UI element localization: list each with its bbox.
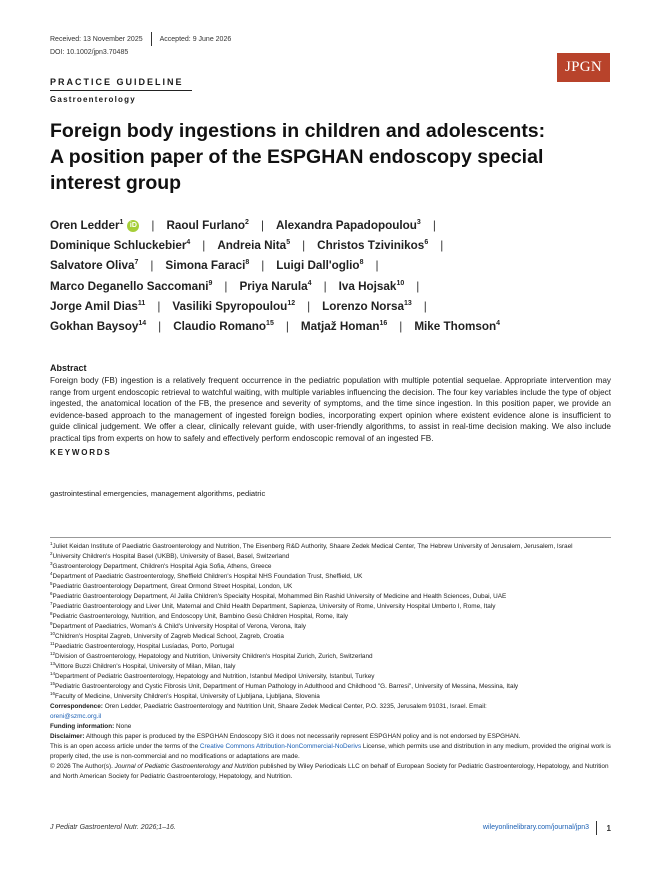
title-line: Foreign body ingestions in children and adolescents:: [50, 120, 546, 142]
orcid-icon[interactable]: iD: [127, 220, 139, 232]
separator: |: [157, 299, 161, 313]
author-line: [50, 297, 630, 317]
affiliation: $^3$Gastroenterology Department, Children's Hospital Agia Sofia, Athens, Greece: [50, 560, 272, 570]
separator: |: [151, 219, 155, 232]
affiliation: $^{15}$Pediatric Gastroenterology and Cystic Fibrosis Unit, Department of Human Pathology in Adulthood and Childhood "G. Barresi", University of Messina, Messina, Italy: [50, 680, 519, 690]
author[interactable]: Vasiliki Spyropoulou$^{12}$: [172, 299, 296, 313]
affiliation: $^8$Pediatric Gastroenterology, Nutrition, and Endoscopy Unit, Bambino Gesù Children Hospital, Rome, Italy: [50, 610, 348, 620]
affiliation: $^4$Department of Paediatric Gastroenterology, Sheffield Children's Hospital NHS Foundation Trust, Sheffield, UK: [50, 570, 363, 580]
author[interactable]: Simona Faraci$^8$: [165, 259, 250, 273]
separator: |: [158, 320, 162, 334]
page-number: 1: [606, 824, 611, 833]
separator: |: [261, 259, 265, 273]
author-line: [50, 256, 630, 276]
author[interactable]: Dominique Schluckebier$^4$: [50, 239, 191, 253]
copyright: © 2026 The Author(s). Journal of Pediatric Gastroenterology and Nutrition published by Wiley Periodicals LLC on behalf of European Society for Pediatric Gastroenterology, Hepatology, and Nutrition and North American Society for Pediatric Gastroenterology, Hepatology, and Nutrition.: [50, 763, 609, 780]
affiliation: $^{14}$Department of Pediatric Gastroenterology, Hepatology and Nutrition, Istanbul Medipol University, Istanbul, Turkey: [50, 670, 375, 680]
separator: |: [302, 239, 306, 253]
author[interactable]: Mike Thomson$^4$: [414, 320, 501, 334]
affiliation: $^7$Paediatric Gastroenterology and Liver Unit, Maternal and Child Health Department, Sapienza, University of Rome, University Hospital Umberto I, Rome, Italy: [50, 600, 496, 610]
separator: |: [432, 219, 436, 232]
date-separator: [151, 32, 152, 46]
article-subject: Gastroenterology: [50, 95, 136, 104]
author[interactable]: Claudio Romano$^{15}$: [173, 320, 274, 334]
author[interactable]: Lorenzo Norsa$^{13}$: [322, 299, 412, 313]
author[interactable]: Alexandra Papadopoulou$^3$: [275, 219, 421, 232]
affiliation: $^{16}$Faculty of Medicine, University Children's Hospital, University of Ljubljana, Ljubljana, Slovenia: [50, 690, 320, 700]
correspondence: Correspondence: Oren Ledder, Paediatric Gastroenterology and Nutrition Unit, Shaare Zedek Medical Center, P.O. 3235, Jerusalem 91031, Israel. Email: oreni@szmc.org.il: [50, 703, 487, 720]
separator: |: [375, 259, 379, 273]
author-list: [50, 216, 630, 337]
license-link[interactable]: Creative Commons Attribution-NonCommercial-NoDerivs: [199, 743, 362, 750]
affiliation: $^{11}$Paediatric Gastroenterology, Hospital Lusíadas, Porto, Portugal: [50, 640, 234, 650]
affiliation: $^6$Paediatric Gastroenterology Department, Al Jalila Children's Specialty Hospital, Mohammed Bin Rashid University of Medicine and Health Sciences, Dubai, UAE: [50, 590, 507, 600]
disclaimer: Disclaimer: Although this paper is produced by the ESPGHAN Endoscopy SIG it does not necessarily represent ESPGHAN policy and is not endorsed by ESPGHAN.: [50, 733, 521, 740]
license: This is an open access article under the terms of the Creative Commons Attribution-NonCommercial-NoDerivs License, which permits use and distribution in any medium, provided the original work is properly cited, the use is non-commercial and no modifications or adaptations are made.: [50, 743, 611, 760]
keywords-heading: KEYWORDS: [50, 448, 112, 457]
separator: |: [285, 320, 289, 334]
funding: Funding information: None: [50, 723, 132, 730]
separator: |: [416, 279, 420, 293]
footer-separator: [596, 821, 597, 835]
author[interactable]: Raoul Furlano$^2$: [166, 219, 249, 232]
author-line: [50, 277, 630, 297]
author[interactable]: Matjaž Homan$^{16}$: [300, 320, 388, 334]
affiliation: $^1$Juliet Keidan Institute of Paediatric Gastroenterology and Nutrition, The Eisenberg R&D Authority, Shaare Zedek Medical Center, The Hebrew University of Jerusalem, Jerusalem, Israel: [50, 540, 573, 550]
separator: |: [323, 279, 327, 293]
article-title: [50, 118, 590, 196]
separator: |: [440, 239, 444, 253]
author-line: [50, 216, 630, 236]
separator: |: [307, 299, 311, 313]
affiliation: $^{10}$Children's Hospital Zagreb, University of Zagreb Medical School, Zagreb, Croatia: [50, 630, 284, 640]
divider: [50, 537, 611, 538]
journal-url[interactable]: wileyonlinelibrary.com/journal/jpn3: [482, 824, 589, 831]
title-line: interest group: [50, 172, 182, 194]
author[interactable]: Andreia Nita$^5$: [217, 239, 291, 253]
keywords-text: gastrointestinal emergencies, management algorithms, pediatric: [50, 489, 266, 498]
author[interactable]: Priya Narula$^4$: [239, 279, 312, 293]
accepted-date: Accepted: 9 June 2026: [159, 35, 232, 43]
author[interactable]: Oren Ledder$^1$: [50, 219, 124, 232]
separator: |: [399, 320, 403, 334]
separator: |: [423, 299, 427, 313]
title-line: A position paper of the ESPGHAN endoscopy special: [50, 146, 544, 168]
email-link[interactable]: oreni@szmc.org.il: [50, 713, 102, 720]
doi[interactable]: DOI: 10.1002/jpn3.70485: [50, 49, 129, 56]
affiliation: $^9$Department of Paediatrics, Woman's & Child's University Hospital of Verona, Verona, Italy: [50, 620, 306, 630]
affiliation: $^2$University Children's Hospital Basel (UKBB), University of Basel, Basel, Switzerland: [50, 550, 290, 560]
author[interactable]: Luigi Dall'oglio$^8$: [276, 259, 364, 273]
abstract-text: Foreign body (FB) ingestion is a relatively frequent occurrence in the pediatric population with multiple potential sequelae. Appropriate intervention may range from urgent endoscopic retrieval to watchful waiting, with multiple variables influencing the decision. The four key variables include the type of object ingested, the anatomical location of the FB, the presence and severity of symptoms, and the time since ingestion. In this position paper, we provide an evidence-based approach to the management of ingested foreign bodies, incorporating expert opinion where existent evidence alone is insufficient to guide clinical judgement. We offer a clear, clinically relevant guide, with user-friendly algorithms, to assist in real-time decision making. We also include practical tips from experts on how to safely and effectively perform endoscopic removal of an ingested FB.: [50, 376, 611, 443]
author[interactable]: Iva Hojsak$^{10}$: [338, 279, 405, 293]
affiliations-block: [50, 542, 611, 782]
affiliation: $^{13}$Vittore Buzzi Children's Hospital, University of Milan, Milan, Italy: [50, 660, 236, 670]
received-date: Received: 13 November 2025: [50, 35, 143, 43]
separator: |: [150, 259, 154, 273]
affiliation-list: [50, 542, 611, 702]
abstract-heading: Abstract: [50, 363, 87, 373]
article-type: PRACTICE GUIDELINE: [50, 77, 192, 91]
affiliation: $^5$Paediatric Gastroenterology Department, Great Ormond Street Hospital, London, UK: [50, 580, 293, 590]
author-line: [50, 317, 630, 337]
separator: |: [224, 279, 228, 293]
author[interactable]: Christos Tzivinikos$^6$: [317, 239, 429, 253]
author-line: [50, 236, 630, 256]
received-dates: [50, 32, 231, 46]
journal-logo: JPGN: [557, 53, 610, 82]
author[interactable]: Salvatore Oliva$^7$: [50, 259, 139, 273]
affiliation: $^{12}$Division of Gastroenterology, Hepatology and Nutrition, University Children's Hospital Zurich, Zurich, Switzerland: [50, 650, 373, 660]
separator: |: [260, 219, 264, 232]
author[interactable]: Marco Deganello Saccomani$^9$: [50, 279, 213, 293]
author[interactable]: Jorge Amil Dias$^{11}$: [50, 299, 146, 313]
citation: J Pediatr Gastroenterol Nutr. 2026;1–16.: [50, 824, 176, 831]
separator: |: [202, 239, 206, 253]
author[interactable]: Gokhan Baysoy$^{14}$: [50, 320, 147, 334]
